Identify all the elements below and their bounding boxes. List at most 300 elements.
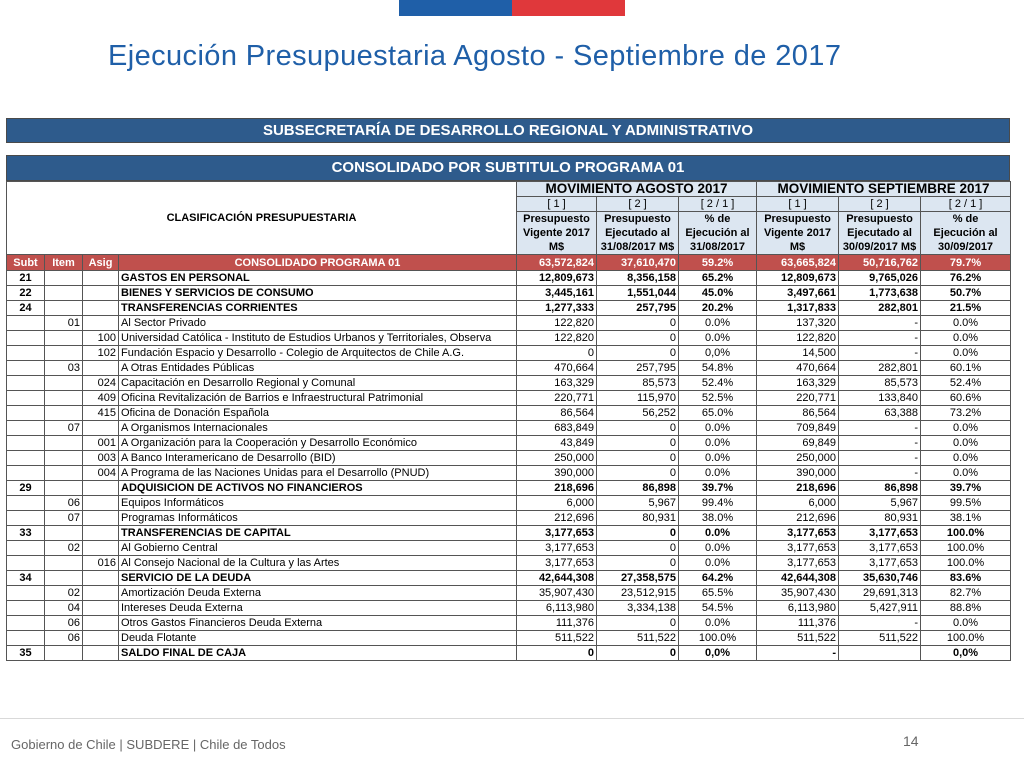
subt-cell [7, 376, 45, 391]
value-cell: 5,967 [839, 496, 921, 511]
table-row [7, 331, 1011, 346]
subt-cell [7, 601, 45, 616]
asig-cell: 001 [83, 436, 119, 451]
value-cell: 0 [517, 646, 597, 661]
item-cell [45, 571, 83, 586]
column-header: Presupuesto Vigente 2017 M$ [517, 212, 597, 255]
table-row [7, 391, 1011, 406]
subt-cell [7, 421, 45, 436]
value-cell: 0.0% [679, 331, 757, 346]
item-cell: 04 [45, 601, 83, 616]
asig-cell [83, 496, 119, 511]
value-cell: 511,522 [597, 631, 679, 646]
table-row [7, 616, 1011, 631]
value-cell: 86,898 [597, 481, 679, 496]
asig-cell: 415 [83, 406, 119, 421]
item-cell [45, 526, 83, 541]
value-cell [839, 646, 921, 661]
description-cell: Fundación Espacio y Desarrollo - Colegio de Arquitectos de Chile A.G. [119, 346, 517, 361]
value-cell: 65.5% [679, 586, 757, 601]
page-title: Ejecución Presupuestaria Agosto - Septiembre de 2017 [108, 40, 842, 72]
value-cell: 54.5% [679, 601, 757, 616]
value-cell: 1,551,044 [597, 286, 679, 301]
table-row [7, 361, 1011, 376]
value-cell: 63,388 [839, 406, 921, 421]
subt-cell [7, 346, 45, 361]
item-cell [45, 466, 83, 481]
value-cell: 390,000 [517, 466, 597, 481]
value-cell: 38.1% [921, 511, 1011, 526]
program-banner: CONSOLIDADO POR SUBTITULO PROGRAMA 01 [6, 155, 1010, 181]
value-cell: 1,773,638 [839, 286, 921, 301]
value-cell: 212,696 [757, 511, 839, 526]
value-cell: 80,931 [839, 511, 921, 526]
value-cell: 14,500 [757, 346, 839, 361]
item-cell: 03 [45, 361, 83, 376]
subt-header: Subt [7, 255, 45, 271]
value-cell: 511,522 [517, 631, 597, 646]
description-cell: Amortización Deuda Externa [119, 586, 517, 601]
subt-cell [7, 616, 45, 631]
total-cell: 63,572,824 [517, 255, 597, 271]
table-row [7, 466, 1011, 481]
value-cell: 52.4% [679, 376, 757, 391]
value-cell: 6,000 [517, 496, 597, 511]
value-cell: 0 [597, 556, 679, 571]
item-cell [45, 436, 83, 451]
value-cell: 220,771 [757, 391, 839, 406]
asig-cell: 003 [83, 451, 119, 466]
value-cell: 43,849 [517, 436, 597, 451]
total-cell: 37,610,470 [597, 255, 679, 271]
item-cell [45, 646, 83, 661]
column-header: % de Ejecución al 30/09/2017 [921, 212, 1011, 255]
item-cell [45, 556, 83, 571]
subt-cell [7, 406, 45, 421]
item-cell: 07 [45, 511, 83, 526]
total-cell: 59.2% [679, 255, 757, 271]
asig-cell [83, 646, 119, 661]
value-cell: 3,177,653 [517, 556, 597, 571]
value-cell: 0,0% [679, 346, 757, 361]
description-cell: Al Sector Privado [119, 316, 517, 331]
value-cell: 100.0% [921, 556, 1011, 571]
subt-cell [7, 556, 45, 571]
table-row [7, 541, 1011, 556]
description-cell: Oficina Revitalización de Barrios e Infraestructural Patrimonial [119, 391, 517, 406]
value-cell: 282,801 [839, 301, 921, 316]
value-cell: 76.2% [921, 271, 1011, 286]
description-cell: A Programa de las Naciones Unidas para el Desarrollo (PNUD) [119, 466, 517, 481]
value-cell: 3,177,653 [757, 526, 839, 541]
footer-divider [0, 718, 1024, 719]
subt-cell [7, 586, 45, 601]
value-cell: 0 [597, 526, 679, 541]
item-cell [45, 376, 83, 391]
table-row [7, 436, 1011, 451]
value-cell: 0.0% [679, 541, 757, 556]
description-cell: Capacitación en Desarrollo Regional y Comunal [119, 376, 517, 391]
item-cell: 07 [45, 421, 83, 436]
value-cell: 115,970 [597, 391, 679, 406]
august-movement-header: MOVIMIENTO AGOSTO 2017 [517, 182, 757, 197]
value-cell: 390,000 [757, 466, 839, 481]
table-row [7, 316, 1011, 331]
value-cell: 111,376 [517, 616, 597, 631]
value-cell: 709,849 [757, 421, 839, 436]
agency-banner: SUBSECRETARÍA DE DESARROLLO REGIONAL Y ADMINISTRATIVO [6, 118, 1010, 143]
subt-cell [7, 331, 45, 346]
value-cell: 60.1% [921, 361, 1011, 376]
value-cell: 0 [597, 451, 679, 466]
value-cell: 0 [597, 466, 679, 481]
value-cell: 0 [597, 331, 679, 346]
table-row [7, 406, 1011, 421]
value-cell: - [757, 646, 839, 661]
value-cell: 137,320 [757, 316, 839, 331]
value-cell: 82.7% [921, 586, 1011, 601]
table-row [7, 511, 1011, 526]
asig-cell: 100 [83, 331, 119, 346]
description-cell: A Organización para la Cooperación y Desarrollo Económico [119, 436, 517, 451]
value-cell: 0 [597, 436, 679, 451]
column-header: % de Ejecución al 31/08/2017 [679, 212, 757, 255]
subt-cell: 29 [7, 481, 45, 496]
value-cell: 39.7% [679, 481, 757, 496]
subt-cell: 24 [7, 301, 45, 316]
value-cell: 6,113,980 [757, 601, 839, 616]
value-cell: 3,334,138 [597, 601, 679, 616]
asig-cell [83, 271, 119, 286]
value-cell: 35,630,746 [839, 571, 921, 586]
description-cell: Al Consejo Nacional de la Cultura y las Artes [119, 556, 517, 571]
subt-cell [7, 496, 45, 511]
value-cell: 86,564 [517, 406, 597, 421]
value-cell: 0.0% [921, 451, 1011, 466]
description-cell: BIENES Y SERVICIOS DE CONSUMO [119, 286, 517, 301]
value-cell: 52.5% [679, 391, 757, 406]
value-cell: 54.8% [679, 361, 757, 376]
subt-cell: 35 [7, 646, 45, 661]
value-cell: 470,664 [757, 361, 839, 376]
value-cell: 23,512,915 [597, 586, 679, 601]
table-row [7, 301, 1011, 316]
asig-cell: 024 [83, 376, 119, 391]
asig-cell [83, 586, 119, 601]
asig-cell [83, 601, 119, 616]
value-cell: 163,329 [517, 376, 597, 391]
table-row [7, 421, 1011, 436]
description-cell: A Banco Interamericano de Desarrollo (BID) [119, 451, 517, 466]
value-cell: 60.6% [921, 391, 1011, 406]
total-cell: 79.7% [921, 255, 1011, 271]
description-cell: Al Gobierno Central [119, 541, 517, 556]
value-cell: 42,644,308 [757, 571, 839, 586]
item-cell: 02 [45, 541, 83, 556]
value-cell: 511,522 [757, 631, 839, 646]
item-cell: 06 [45, 616, 83, 631]
value-cell: 220,771 [517, 391, 597, 406]
column-header: Presupuesto Ejecutado al 30/09/2017 M$ [839, 212, 921, 255]
value-cell: 100.0% [921, 526, 1011, 541]
bracket-label: [ 2 / 1 ] [679, 197, 757, 212]
value-cell: 85,573 [597, 376, 679, 391]
value-cell: 0.0% [679, 421, 757, 436]
subt-cell: 22 [7, 286, 45, 301]
value-cell: 0,0% [679, 646, 757, 661]
value-cell: 27,358,575 [597, 571, 679, 586]
value-cell: 42,644,308 [517, 571, 597, 586]
table-row [7, 556, 1011, 571]
asig-cell: 016 [83, 556, 119, 571]
value-cell: 9,765,026 [839, 271, 921, 286]
value-cell: - [839, 436, 921, 451]
value-cell: - [839, 316, 921, 331]
asig-cell [83, 571, 119, 586]
table-row [7, 631, 1011, 646]
value-cell: 3,177,653 [757, 556, 839, 571]
value-cell: 0 [597, 346, 679, 361]
description-cell: Equipos Informáticos [119, 496, 517, 511]
value-cell: 0 [597, 616, 679, 631]
value-cell: 111,376 [757, 616, 839, 631]
table-row [7, 481, 1011, 496]
bracket-label: [ 2 / 1 ] [921, 197, 1011, 212]
item-cell [45, 286, 83, 301]
asig-cell: 102 [83, 346, 119, 361]
subt-cell [7, 391, 45, 406]
value-cell: 218,696 [757, 481, 839, 496]
value-cell: 100.0% [921, 541, 1011, 556]
value-cell: 122,820 [757, 331, 839, 346]
asig-cell [83, 481, 119, 496]
value-cell: 1,277,333 [517, 301, 597, 316]
value-cell: 5,967 [597, 496, 679, 511]
footer-text: Gobierno de Chile | SUBDERE | Chile de Todos [11, 737, 286, 752]
description-cell: Deuda Flotante [119, 631, 517, 646]
description-cell: Otros Gastos Financieros Deuda Externa [119, 616, 517, 631]
asig-header: Asig [83, 255, 119, 271]
value-cell: 250,000 [757, 451, 839, 466]
value-cell: 99.5% [921, 496, 1011, 511]
bracket-label: [ 2 ] [839, 197, 921, 212]
asig-cell: 004 [83, 466, 119, 481]
asig-cell [83, 286, 119, 301]
value-cell: 6,000 [757, 496, 839, 511]
value-cell: 86,564 [757, 406, 839, 421]
bracket-label: [ 1 ] [517, 197, 597, 212]
subt-cell [7, 451, 45, 466]
table-row [7, 286, 1011, 301]
page-number: 14 [903, 733, 919, 749]
bracket-label: [ 2 ] [597, 197, 679, 212]
value-cell: 65.0% [679, 406, 757, 421]
description-cell: A Otras Entidades Públicas [119, 361, 517, 376]
value-cell: 0.0% [679, 556, 757, 571]
value-cell: 683,849 [517, 421, 597, 436]
value-cell: 257,795 [597, 361, 679, 376]
value-cell: 6,113,980 [517, 601, 597, 616]
subt-cell: 34 [7, 571, 45, 586]
subt-cell [7, 631, 45, 646]
value-cell: 470,664 [517, 361, 597, 376]
asig-cell [83, 421, 119, 436]
value-cell: 12,809,673 [757, 271, 839, 286]
value-cell: 218,696 [517, 481, 597, 496]
asig-cell [83, 361, 119, 376]
value-cell: 0.0% [921, 616, 1011, 631]
subt-cell [7, 466, 45, 481]
value-cell: - [839, 616, 921, 631]
value-cell: 8,356,158 [597, 271, 679, 286]
classification-header: CLASIFICACIÓN PRESUPUESTARIA [7, 182, 517, 255]
subt-cell: 33 [7, 526, 45, 541]
value-cell: 100.0% [679, 631, 757, 646]
flag-blue-bar [399, 0, 512, 16]
item-cell: 06 [45, 496, 83, 511]
value-cell: 52.4% [921, 376, 1011, 391]
description-cell: TRANSFERENCIAS CORRIENTES [119, 301, 517, 316]
column-header: Presupuesto Vigente 2017 M$ [757, 212, 839, 255]
value-cell: 3,177,653 [839, 526, 921, 541]
value-cell: 50.7% [921, 286, 1011, 301]
value-cell: 21.5% [921, 301, 1011, 316]
table-row [7, 376, 1011, 391]
item-cell [45, 391, 83, 406]
value-cell: 0.0% [921, 316, 1011, 331]
table-row [7, 346, 1011, 361]
value-cell: - [839, 466, 921, 481]
value-cell: 3,445,161 [517, 286, 597, 301]
table-row [7, 526, 1011, 541]
item-cell [45, 331, 83, 346]
value-cell: 0.0% [679, 451, 757, 466]
value-cell: 29,691,313 [839, 586, 921, 601]
item-cell [45, 406, 83, 421]
september-movement-header: MOVIMIENTO SEPTIEMBRE 2017 [757, 182, 1011, 197]
value-cell: 39.7% [921, 481, 1011, 496]
value-cell: 99.4% [679, 496, 757, 511]
column-header: Presupuesto Ejecutado al 31/08/2017 M$ [597, 212, 679, 255]
subt-cell: 21 [7, 271, 45, 286]
value-cell: - [839, 331, 921, 346]
value-cell: 35,907,430 [517, 586, 597, 601]
value-cell: 86,898 [839, 481, 921, 496]
value-cell: 64.2% [679, 571, 757, 586]
item-cell: 01 [45, 316, 83, 331]
value-cell: 85,573 [839, 376, 921, 391]
item-header: Item [45, 255, 83, 271]
subt-cell [7, 511, 45, 526]
value-cell: 0.0% [921, 346, 1011, 361]
value-cell: 38.0% [679, 511, 757, 526]
value-cell: 35,907,430 [757, 586, 839, 601]
value-cell: 0.0% [921, 466, 1011, 481]
value-cell: 65.2% [679, 271, 757, 286]
asig-cell: 409 [83, 391, 119, 406]
value-cell: 257,795 [597, 301, 679, 316]
value-cell: 69,849 [757, 436, 839, 451]
value-cell: 88.8% [921, 601, 1011, 616]
value-cell: 3,177,653 [839, 541, 921, 556]
value-cell: 0 [597, 646, 679, 661]
value-cell: 45.0% [679, 286, 757, 301]
flag-red-bar [512, 0, 625, 16]
budget-table [6, 181, 1011, 661]
table-row [7, 586, 1011, 601]
item-cell [45, 481, 83, 496]
value-cell: 3,177,653 [757, 541, 839, 556]
value-cell: 0,0% [921, 646, 1011, 661]
value-cell: 212,696 [517, 511, 597, 526]
value-cell: 73.2% [921, 406, 1011, 421]
description-cell: SALDO FINAL DE CAJA [119, 646, 517, 661]
value-cell: 0.0% [921, 436, 1011, 451]
asig-cell [83, 316, 119, 331]
value-cell: 0 [597, 421, 679, 436]
table-row [7, 571, 1011, 586]
value-cell: 122,820 [517, 331, 597, 346]
subt-cell [7, 541, 45, 556]
table-row [7, 496, 1011, 511]
total-cell: 63,665,824 [757, 255, 839, 271]
total-cell: 50,716,762 [839, 255, 921, 271]
value-cell: 0 [597, 316, 679, 331]
subt-cell [7, 361, 45, 376]
value-cell: 100.0% [921, 631, 1011, 646]
description-cell: GASTOS EN PERSONAL [119, 271, 517, 286]
value-cell: - [839, 421, 921, 436]
item-cell [45, 301, 83, 316]
value-cell: 0.0% [679, 466, 757, 481]
item-cell [45, 346, 83, 361]
value-cell: 3,177,653 [517, 541, 597, 556]
value-cell: 163,329 [757, 376, 839, 391]
asig-cell [83, 616, 119, 631]
value-cell: 0.0% [921, 331, 1011, 346]
value-cell: 20.2% [679, 301, 757, 316]
description-cell: TRANSFERENCIAS DE CAPITAL [119, 526, 517, 541]
table-row [7, 271, 1011, 286]
item-cell: 06 [45, 631, 83, 646]
table-row [7, 451, 1011, 466]
value-cell: 3,497,661 [757, 286, 839, 301]
program-total-label: CONSOLIDADO PROGRAMA 01 [119, 255, 517, 271]
value-cell: - [839, 346, 921, 361]
value-cell: 80,931 [597, 511, 679, 526]
value-cell: 122,820 [517, 316, 597, 331]
value-cell: 282,801 [839, 361, 921, 376]
value-cell: 56,252 [597, 406, 679, 421]
value-cell: 511,522 [839, 631, 921, 646]
description-cell: SERVICIO DE LA DEUDA [119, 571, 517, 586]
asig-cell [83, 541, 119, 556]
total-row [7, 255, 1011, 271]
description-cell: Programas Informáticos [119, 511, 517, 526]
subt-cell [7, 316, 45, 331]
table-row [7, 646, 1011, 661]
asig-cell [83, 526, 119, 541]
item-cell [45, 271, 83, 286]
value-cell: 250,000 [517, 451, 597, 466]
value-cell: 0.0% [679, 526, 757, 541]
value-cell: 0 [517, 346, 597, 361]
value-cell: - [839, 451, 921, 466]
asig-cell [83, 511, 119, 526]
description-cell: Oficina de Donación Española [119, 406, 517, 421]
value-cell: 0.0% [679, 436, 757, 451]
value-cell: 3,177,653 [839, 556, 921, 571]
